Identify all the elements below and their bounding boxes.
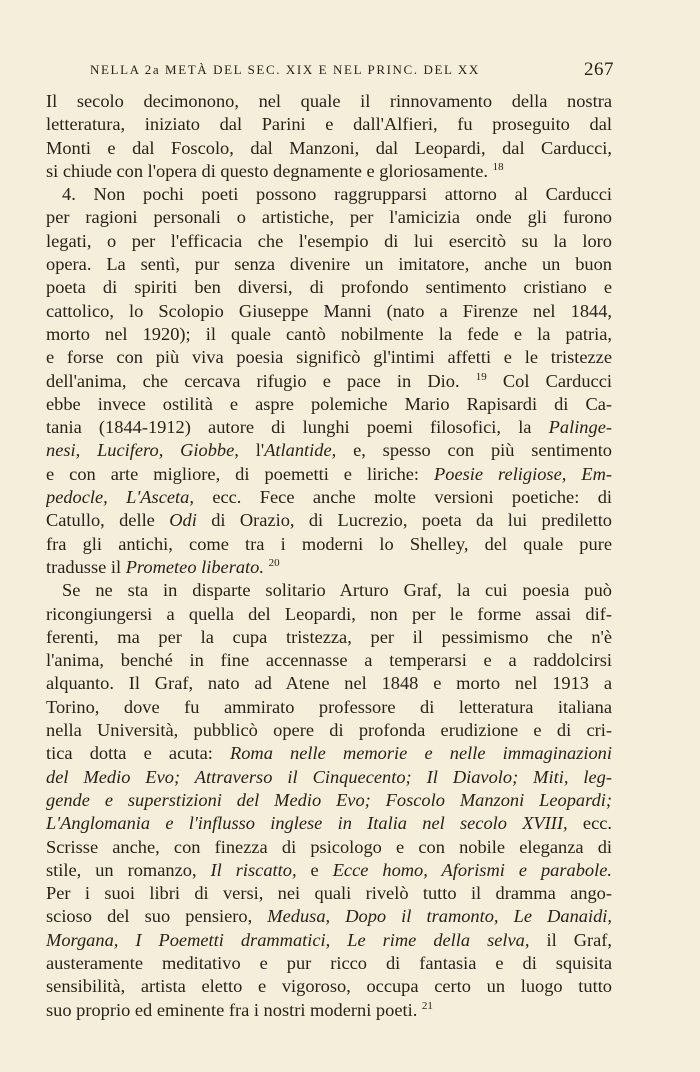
text-line: e forse con più viva poesia significò gl'intimi affetti e le tristezze bbox=[46, 347, 612, 368]
text-line: tania (1844-1912) autore di lunghi poemi filosofici, la Palinge- bbox=[46, 417, 612, 438]
text-line: nesi, Lucifero, Giobbe, l'Atlantide, e, spesso con più sentimento bbox=[46, 440, 612, 461]
text-line: poeta di spiriti ben diversi, di profondo sentimento cristiano e bbox=[46, 277, 612, 298]
text-line: sensibilità, artista eletto e vigoroso, occupa certo un luogo tutto bbox=[46, 976, 612, 997]
text-line: L'Anglomania e l'influsso inglese in Italia nel secolo XVIII, ecc. bbox=[46, 813, 612, 834]
text-line: legati, o per l'efficacia che l'esempio di lui esercitò su la loro bbox=[46, 230, 612, 251]
footnote-marker: 18 bbox=[492, 160, 504, 173]
text-line: stile, un romanzo, Il riscatto, e Ecce homo, Aforismi e parabole. bbox=[46, 859, 612, 880]
text-line: morto nel 1920); il quale cantò nobilmente la fede e la patria, bbox=[46, 323, 612, 344]
text-line: letteratura, iniziato dal Parini e dall'Alfieri, fu proseguito dal bbox=[46, 114, 612, 135]
text-line: dell'anima, che cercava rifugio e pace in Dio. $^{19}$ Col Carducci bbox=[46, 370, 612, 391]
text-line: austeramente meditativo e pur ricco di fantasia e di squisita bbox=[46, 952, 612, 973]
text-line: nella Università, pubblicò opere di profonda erudizione e di cri- bbox=[46, 720, 612, 741]
text-line: gende e superstizioni del Medio Evo; Foscolo Manzoni Leopardi; bbox=[46, 789, 612, 810]
text-line: l'anima, benché in fine accennasse a temperarsi e a raddolcirsi bbox=[46, 650, 612, 671]
text-body bbox=[46, 90, 612, 1022]
text-line: scioso del suo pensiero, Medusa, Dopo il tramonto, Le Danaidi, bbox=[46, 906, 612, 927]
text-line: Scrisse anche, con finezza di psicologo e con nobile eleganza di bbox=[46, 836, 612, 857]
footnote-marker: 21 bbox=[421, 999, 433, 1012]
text-line: Torino, dove fu ammirato professore di letteratura italiana bbox=[46, 696, 612, 717]
text-line: tradusse il Prometeo liberato. $^{20}$ bbox=[46, 556, 280, 577]
text-line: Catullo, delle Odi di Orazio, di Lucrezio, poeta da lui prediletto bbox=[46, 510, 612, 531]
text-line: ebbe invece ostilità e aspre polemiche Mario Rapisardi di Ca- bbox=[46, 393, 612, 414]
text-line: alquanto. Il Graf, nato ad Atene nel 1848 e morto nel 1913 a bbox=[46, 673, 612, 694]
text-line: fra gli antichi, come tra i moderni lo Shelley, del quale pure bbox=[46, 533, 612, 554]
text-line: suo proprio ed eminente fra i nostri moderni poeti. $^{21}$ bbox=[46, 999, 433, 1020]
text-line: Se ne sta in disparte solitario Arturo Graf, la cui poesia può bbox=[62, 580, 612, 601]
text-line: Morgana, I Poemetti drammatici, Le rime della selva, il Graf, bbox=[46, 929, 612, 950]
text-line: ricongiungersi a quella del Leopardi, non per le forme assai dif- bbox=[46, 603, 612, 624]
text-line: e con arte migliore, di poemetti e liriche: Poesie religiose, Em- bbox=[46, 463, 612, 484]
text-line: Per i suoi libri di versi, nei quali rivelò tutto il dramma ango- bbox=[46, 883, 612, 904]
text-line: del Medio Evo; Attraverso il Cinquecento; Il Diavolo; Miti, leg- bbox=[46, 766, 612, 787]
text-line: Il secolo decimonono, nel quale il rinnovamento della nostra bbox=[46, 91, 612, 111]
footnote-marker: 20 bbox=[268, 556, 280, 569]
running-title: NELLA 2a METÀ DEL SEC. XIX E NEL PRINC. DEL XX bbox=[90, 62, 480, 77]
text-line: pedocle, L'Asceta, ecc. Fece anche molte versioni poetiche: di bbox=[46, 487, 612, 508]
text-line: ferenti, ma per la cupa tristezza, per il pessimismo che n'è bbox=[46, 626, 612, 647]
text-line: 4. Non pochi poeti possono raggrupparsi attorno al Carducci bbox=[62, 184, 612, 205]
text-line: tica dotta e acuta: Roma nelle memorie e nelle immaginazioni bbox=[46, 743, 612, 764]
text-line: opera. La sentì, pur senza divenire un imitatore, anche un buon bbox=[46, 254, 612, 275]
page-number: 267 bbox=[584, 59, 614, 80]
text-line: si chiude con l'opera di questo degnamente e gloriosamente. $^{18}$ bbox=[46, 160, 504, 181]
text-line: cattolico, lo Scolopio Giuseppe Manni (nato a Firenze nel 1844, bbox=[46, 300, 612, 321]
footnote-marker: 19 bbox=[475, 370, 487, 383]
text-line: per ragioni personali o artistiche, per l'amicizia onde gli furono bbox=[46, 207, 612, 228]
running-header bbox=[90, 57, 614, 83]
text-line: Monti e dal Foscolo, dal Manzoni, dal Leopardi, dal Carducci, bbox=[46, 137, 612, 158]
